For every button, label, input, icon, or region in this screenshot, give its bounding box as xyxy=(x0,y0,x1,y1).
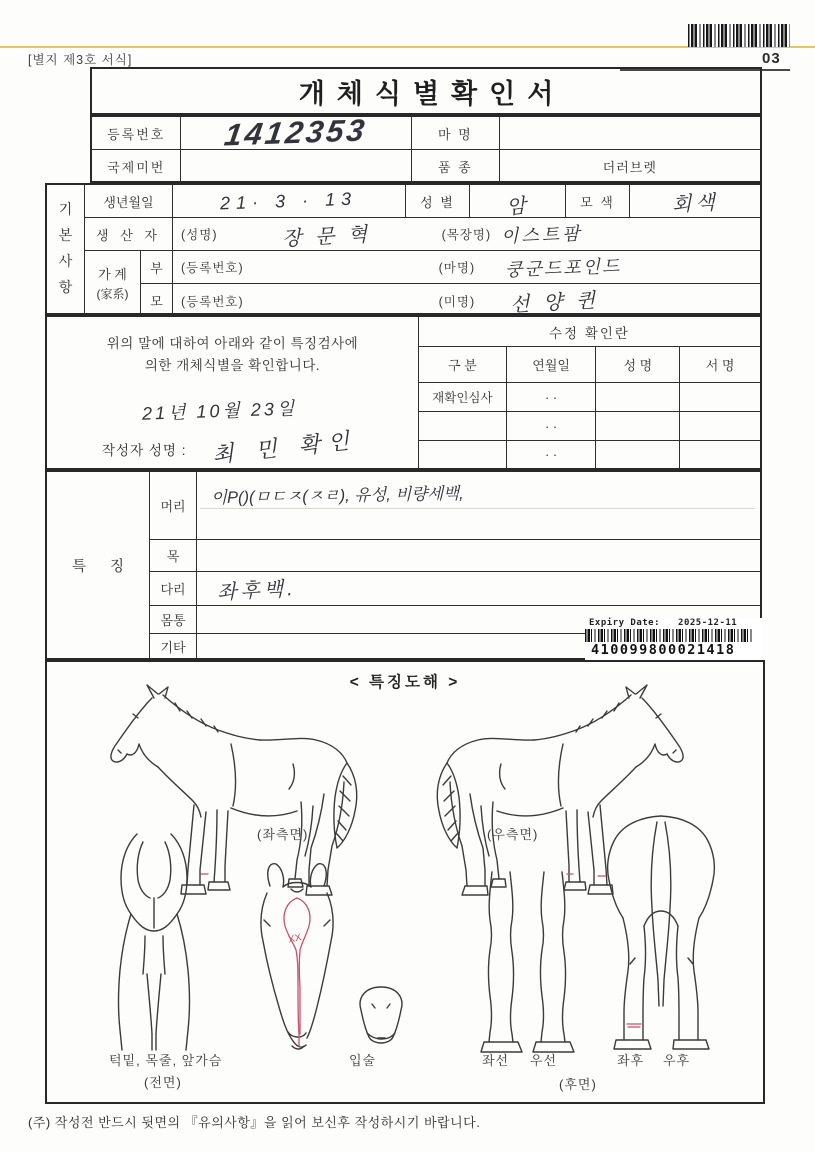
dam-name-hint: (미명) xyxy=(438,294,476,309)
revision-row: 재확인심사 · · xyxy=(419,383,760,412)
revision-row: · · xyxy=(419,441,760,468)
breeder-name-hint: (성명) xyxy=(181,228,218,242)
registration-table xyxy=(90,112,762,183)
label-front-view: (전면) xyxy=(144,1075,182,1090)
sex-value: 암 xyxy=(470,185,566,218)
feature-row-etc: 기타 xyxy=(150,634,760,658)
title-box xyxy=(90,67,762,115)
horse-front-neck-diagram xyxy=(119,834,190,1050)
expiry-label: Expiry Date: xyxy=(589,618,661,628)
features-section-label: 특 징 xyxy=(71,558,135,575)
basic-section-strip xyxy=(47,185,85,313)
breeder-label: 생 산 자 xyxy=(85,218,173,251)
horse-rear-diagram xyxy=(608,816,715,1049)
sire-regno-hint: (등록번호) xyxy=(181,261,244,275)
sire-row xyxy=(173,251,760,284)
breed-value: 더러브렛 xyxy=(602,160,657,175)
sex-label: 성 별 xyxy=(406,185,470,218)
basic-info-table xyxy=(45,183,762,315)
reg-no-label: 등록번호 xyxy=(92,117,181,150)
page-title: 개체식별확인서 xyxy=(298,78,566,109)
breeder-name-value: 장 문 혁 xyxy=(282,223,373,250)
label-front-parts: 턱밑, 목줄, 앞가슴 xyxy=(109,1053,223,1068)
left-fore-leg-diagram xyxy=(481,872,522,1052)
sticker-barcode-number: 410099800021418 xyxy=(591,642,736,658)
label-right-fore: 우선 xyxy=(530,1053,558,1068)
farm-hint: (목장명) xyxy=(441,228,492,242)
confirmation-date: 21년 10월 23일 xyxy=(141,398,298,424)
label-left-hind: 좌후 xyxy=(617,1053,645,1068)
label-right-side: (우측면) xyxy=(487,827,539,842)
label-rear-view: (후면) xyxy=(559,1077,597,1092)
writer-signature: 최 민 확인 xyxy=(211,427,359,468)
writer-label: 작성자 성명 : xyxy=(102,443,187,458)
right-fore-leg-diagram xyxy=(533,872,574,1052)
feature-row-neck: 목 xyxy=(150,540,760,572)
revision-table xyxy=(418,317,760,468)
coat-color-label: 모 색 xyxy=(566,185,630,218)
revision-row: · · xyxy=(419,412,760,441)
sire-name-value: 쿵군드포인드 xyxy=(504,255,622,281)
horse-diagrams xyxy=(47,662,762,1101)
horse-name-label: 마 명 xyxy=(412,117,499,150)
label-lips: 입술 xyxy=(349,1053,377,1068)
sticker-barcode-icon xyxy=(585,629,753,642)
horse-muzzle-diagram xyxy=(360,987,402,1043)
feature-row-legs: 다리 좌후백. xyxy=(150,572,760,606)
expiry-sticker xyxy=(585,618,763,666)
dam-name-value: 선 양 퀸 xyxy=(509,289,600,317)
breed-label: 품 종 xyxy=(412,150,499,183)
horse-name-value xyxy=(500,117,760,150)
revision-title: 수정 확인란 xyxy=(419,317,760,347)
coat-color-value: 회색 xyxy=(630,185,760,218)
scan-faint-line xyxy=(200,508,755,509)
reg-no-value: 1412353 xyxy=(181,117,412,150)
page-number: 03 xyxy=(762,50,781,67)
pedigree-label-cell: 가 계 (家系) xyxy=(85,251,141,317)
birth-label: 생년월일 xyxy=(85,185,173,218)
diagram-title: < 특징도해 > xyxy=(349,674,461,691)
revision-col-name: 성 명 xyxy=(596,347,680,383)
intl-no-value xyxy=(181,150,412,183)
blaze-mark: XX xyxy=(287,932,303,946)
revision-col-sign: 서 명 xyxy=(680,347,760,383)
page-barcode-icon xyxy=(688,24,790,47)
horse-right-side-diagram xyxy=(437,685,683,895)
diagram-box xyxy=(45,660,765,1104)
intl-no-label: 국제미번 xyxy=(92,150,181,183)
revision-col-category: 구 분 xyxy=(419,347,507,383)
farm-value: 이스트팜 xyxy=(500,223,584,247)
sire-label: 부 xyxy=(141,251,173,284)
birth-value: 21· 3 · 13 xyxy=(173,185,406,218)
basic-section-label: 기본사항 xyxy=(58,201,73,295)
confirmation-statement-panel xyxy=(47,317,418,468)
expiry-value: 2025-12-11 xyxy=(678,618,738,628)
horse-front-face-diagram xyxy=(261,864,333,1049)
features-section-strip xyxy=(47,472,150,658)
confirmation-section xyxy=(45,315,762,470)
breeder-value-cell xyxy=(173,218,760,251)
dam-label: 모 xyxy=(141,284,173,317)
revision-col-date: 연월일 xyxy=(507,347,597,383)
dam-row xyxy=(173,284,760,317)
form-code-label: [별지 제3호 서식] xyxy=(28,53,133,67)
sire-name-hint: (마명) xyxy=(438,261,476,275)
label-left-fore: 좌선 xyxy=(482,1053,510,1068)
confirmation-statement: 위의 말에 대하여 아래와 같이 특징검사에 의한 개체식별을 확인합니다. xyxy=(106,336,359,374)
footer-note: (주) 작성전 반드시 뒷면의 『유의사항』을 읽어 보신후 작성하시기 바랍니다. xyxy=(28,1115,481,1130)
dam-regno-hint: (등록번호) xyxy=(181,294,244,309)
sire-dam-col xyxy=(141,251,173,317)
label-left-side: (좌측면) xyxy=(257,827,309,842)
feature-row-head: 머리 이P()(ㅁㄷㅈ(ㅈㄹ), 유성, 비량세백, xyxy=(150,472,760,540)
label-right-hind: 우후 xyxy=(663,1053,691,1068)
feature-row-body: 몸통 xyxy=(150,606,760,634)
